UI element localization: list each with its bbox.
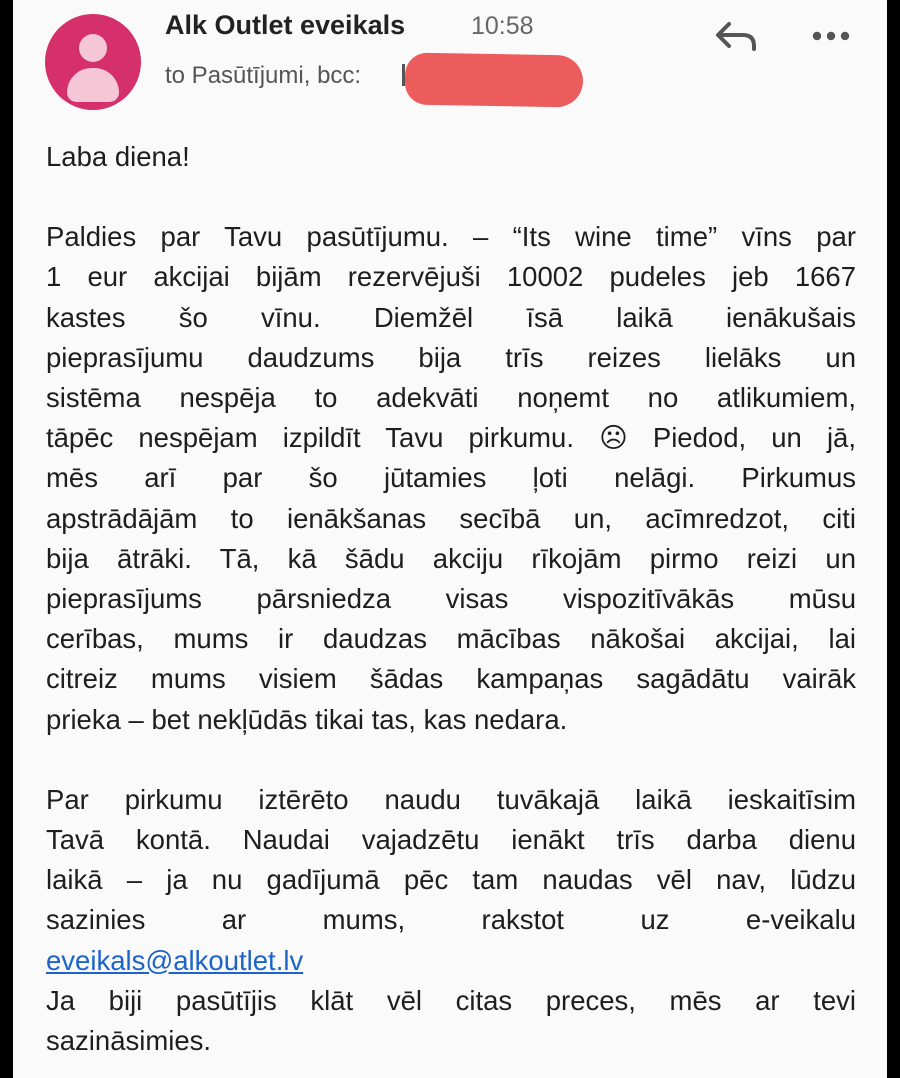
redaction-scribble (405, 52, 584, 107)
text-line: Par pirkumu iztērēto naudu tuvākajā laikā ieskaitīsim (46, 783, 856, 815)
sender-avatar[interactable] (45, 14, 141, 110)
text-line: pieprasījums pārsniedza visas vispozitīvākās mūsu (46, 583, 856, 615)
text-line: prieka – bet nekļūdās tikai tas, kas nedara. (46, 703, 568, 735)
recipients-line[interactable]: to Pasūtījumi, bcc: (165, 62, 362, 89)
text-line: mēs arī par šo jūtamies ļoti nelāgi. Pirkumus (46, 462, 856, 494)
paragraph-refund (46, 780, 856, 981)
person-icon-head (79, 34, 107, 62)
message-time: 10:58 (471, 12, 534, 40)
email-link[interactable]: eveikals@alkoutlet.lv (46, 944, 304, 976)
paragraph-order-cancellation (46, 217, 856, 740)
paragraph-other-items (46, 981, 856, 1061)
text-line: sistēma nespēja to adekvāti noņemt no atlikumiem, (46, 382, 856, 414)
text-line: Ja biji pasūtījis klāt vēl citas preces, mēs ar tevi (46, 984, 856, 1016)
text-line: apstrādājām to ienākšanas secībā un, acīmredzot, citi (46, 502, 856, 534)
text-line: Tavā kontā. Naudai vajadzētu ienākt trīs darba dienu (46, 824, 856, 856)
text-line: 1 eur akcijai bijām rezervējuši 10002 pudeles jeb 1667 (46, 261, 856, 293)
text-line: cerības, mums ir daudzas mācības nākošai akcijai, lai (46, 623, 856, 655)
greeting: Laba diena! (46, 141, 190, 172)
text-line: sazināsimies. (46, 1025, 212, 1057)
text-line: pieprasījumu daudzums bija trīs reizes lielāks un (46, 341, 856, 373)
text-line: sazinies ar mums, rakstot uz e-veikalu (46, 904, 856, 936)
text-line: bija ātrāki. Tā, kā šādu akciju rīkojām pirmo reizi un (46, 542, 856, 574)
message-body (46, 137, 856, 1061)
more-options-icon[interactable] (809, 20, 853, 50)
text-line: citreiz mums visiem šādas kampaņas sagādātu vairāk (46, 663, 856, 695)
text-line: laikā – ja nu gadījumā pēc tam naudas vēl nav, lūdzu (46, 864, 856, 896)
text-line: tāpēc nespējam izpildīt Tavu pirkumu. ☹ Piedod, un jā, (46, 422, 856, 454)
person-icon-body (67, 68, 119, 102)
reply-icon[interactable] (713, 18, 759, 54)
email-view (13, 0, 887, 1078)
text-line: Paldies par Tavu pasūtījumu. – “Its wine time” vīns par (46, 221, 856, 253)
email-link-line (46, 941, 856, 981)
sender-name[interactable]: Alk Outlet eveikals (165, 10, 406, 40)
text-line: kastes šo vīnu. Diemžēl īsā laikā ienākušais (46, 301, 856, 333)
